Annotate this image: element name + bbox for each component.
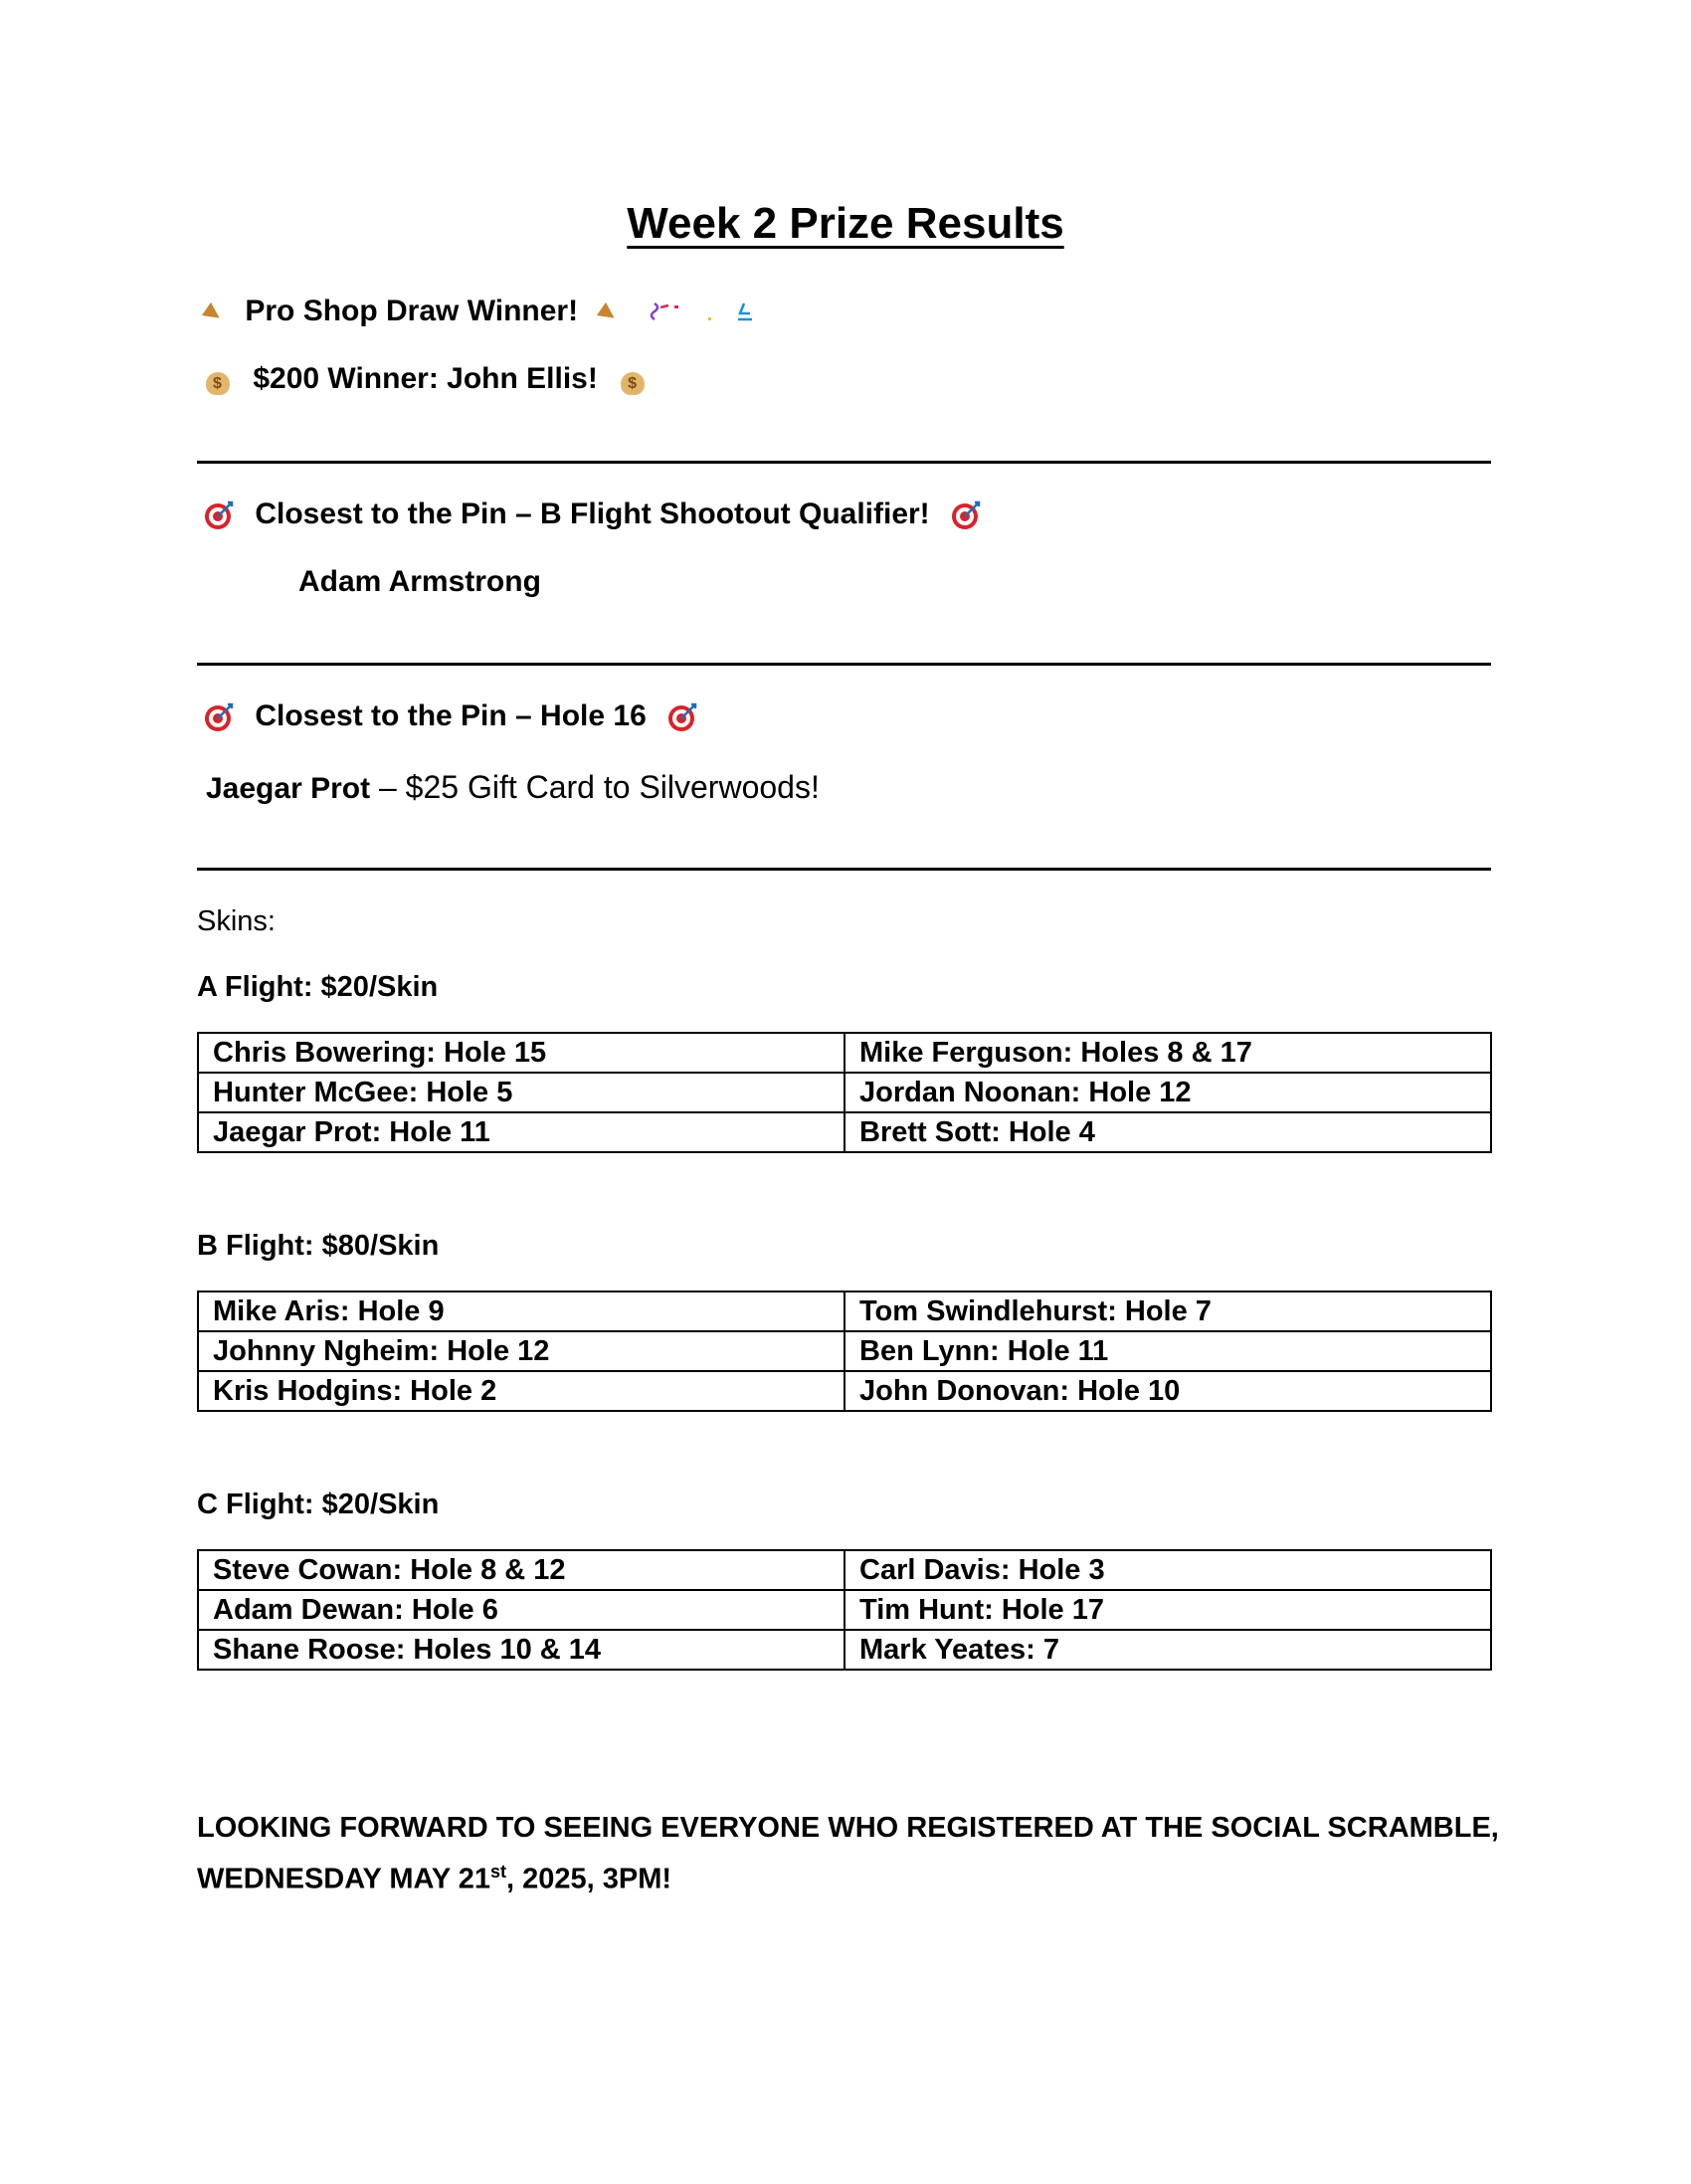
table-row [198,1291,1491,1331]
ctp-b-flight-heading-line [203,497,982,531]
ctp-hole16-heading-line [203,699,698,733]
table-cell: Mark Yeates: 7 [845,1630,1491,1670]
pro-shop-heading: Pro Shop Draw Winner! [245,295,579,327]
ctp-b-flight-winner: Adam Armstrong [298,565,541,598]
pro-shop-winner-line [203,362,648,396]
table-cell: Steve Cowan: Hole 8 & 12 [198,1550,845,1590]
closing-line-1: LOOKING FORWARD TO SEEING EVERYONE WHO REGISTERED AT THE SOCIAL SCRAMBLE, [197,1812,1499,1844]
table-row [198,1371,1491,1411]
money-bag-icon [618,364,648,396]
divider [197,868,1491,871]
flight-heading-a: A Flight: $20/Skin [197,971,439,1003]
table-cell: Carl Davis: Hole 3 [845,1550,1491,1590]
table-cell: Mike Aris: Hole 9 [198,1291,845,1331]
divider [197,461,1491,464]
table-cell: Tim Hunt: Hole 17 [845,1590,1491,1630]
table-cell: Johnny Ngheim: Hole 12 [198,1331,845,1371]
pro-shop-heading-line [203,295,766,328]
table-cell: Jordan Noonan: Hole 12 [845,1073,1491,1112]
party-horn-icon [598,301,620,323]
table-cell: Hunter McGee: Hole 5 [198,1073,845,1112]
direct-hit-icon [203,701,235,733]
money-bag-icon [203,364,233,396]
table-cell: Shane Roose: Holes 10 & 14 [198,1630,845,1670]
table-row [198,1033,1491,1073]
table-cell: John Donovan: Hole 10 [845,1371,1491,1411]
skins-table-a [197,1032,1492,1153]
page-title: Week 2 Prize Results [627,199,1064,248]
ctp-hole16-prize: – $25 Gift Card to Silverwoods! [370,769,820,805]
table-cell: Adam Dewan: Hole 6 [198,1590,845,1630]
confetti-icon [647,298,766,327]
table-cell: Chris Bowering: Hole 15 [198,1033,845,1073]
divider [197,663,1491,666]
party-horn-icon [203,301,225,323]
table-row [198,1112,1491,1152]
closing-date-suffix: st [489,1862,506,1882]
direct-hit-icon [203,499,235,531]
table-row [198,1073,1491,1112]
table-row [198,1550,1491,1590]
ctp-b-flight-heading: Closest to the Pin – B Flight Shootout Qualifier! [255,497,930,530]
closing-message [197,1806,1510,1901]
table-cell: Ben Lynn: Hole 11 [845,1331,1491,1371]
skins-label: Skins: [197,905,276,937]
skins-table-c [197,1549,1492,1671]
table-row [198,1331,1491,1371]
table-row [198,1630,1491,1670]
flight-heading-c: C Flight: $20/Skin [197,1489,440,1520]
skins-table-b [197,1291,1492,1412]
direct-hit-icon [950,499,982,531]
table-cell: Mike Ferguson: Holes 8 & 17 [845,1033,1491,1073]
ctp-hole16-winner-name: Jaegar Prot [206,772,371,805]
table-cell: Kris Hodgins: Hole 2 [198,1371,845,1411]
closing-line-2 [197,1850,1510,1901]
closing-date: WEDNESDAY MAY 21 [197,1863,490,1895]
ctp-hole16-heading: Closest to the Pin – Hole 16 [255,699,647,732]
table-cell: Brett Sott: Hole 4 [845,1112,1491,1152]
closing-time: , 2025, 3PM! [505,1863,672,1895]
table-cell: Jaegar Prot: Hole 11 [198,1112,845,1152]
table-cell: Tom Swindlehurst: Hole 7 [845,1291,1491,1331]
direct-hit-icon [666,701,698,733]
flight-heading-b: B Flight: $80/Skin [197,1230,440,1262]
pro-shop-winner: $200 Winner: John Ellis! [253,362,598,395]
ctp-hole16-winner-line [206,769,820,806]
table-row [198,1590,1491,1630]
